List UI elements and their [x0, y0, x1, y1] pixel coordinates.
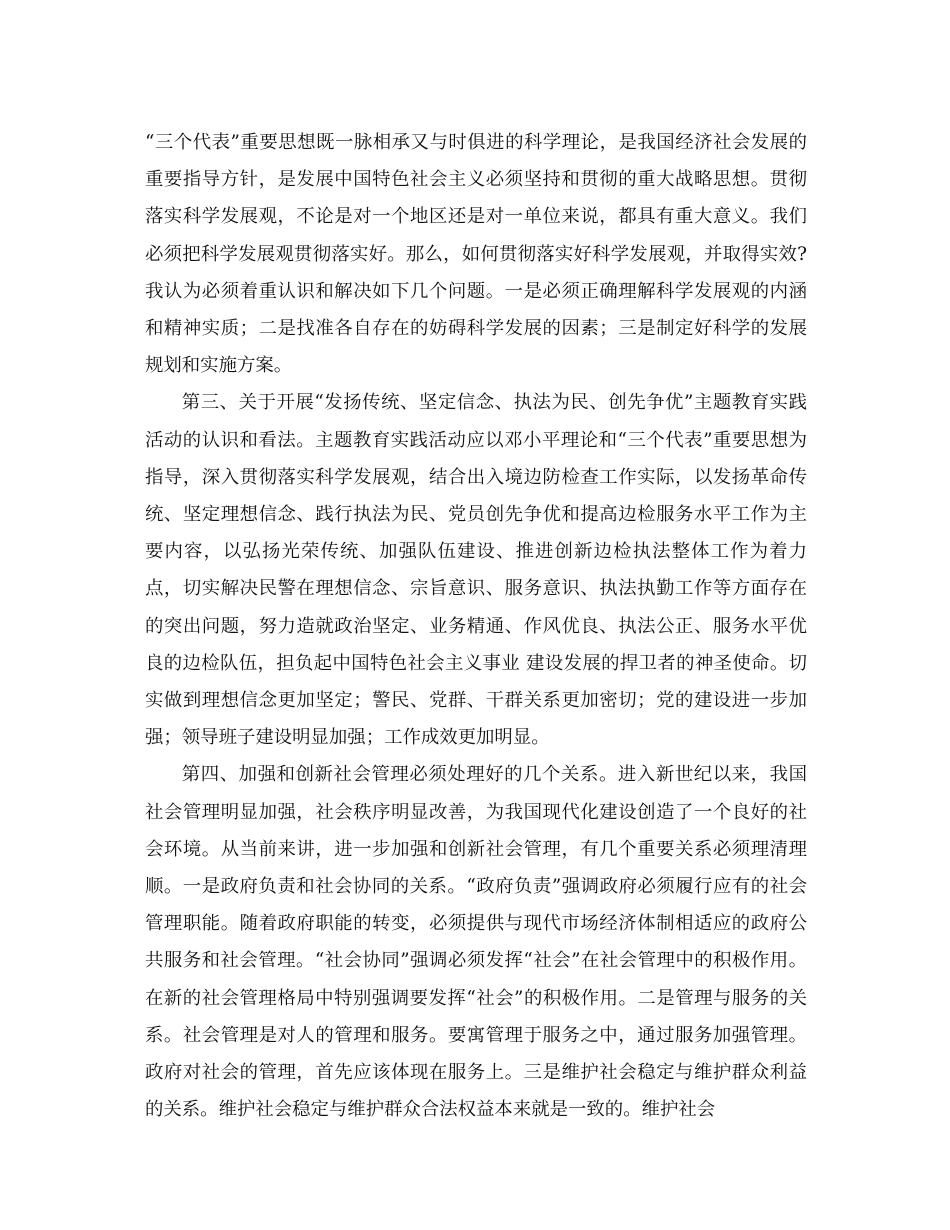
- paragraph-2: 第三、关于开展“发扬传统、坚定信念、执法为民、创先争优”主题教育实践活动的认识和看法。主题教育实践活动应以邓小平理论和“三个代表”重要思想为指导，深入贯彻落实科学发展观，结合出入境边防检查工作实际，以发扬革命传统、坚定理想信念、践行执法为民、党员创先争优和提高边检服务水平工作为主要内容，以弘扬光荣传统、加强队伍建设、推进创新边检执法整体工作为着力点，切实解决民警在理想信念、宗旨意识、服务意识、执法执勤工作等方面存在的突出问题，努力造就政治坚定、业务精通、作风优良、执法公正、服务水平优良的边检队伍，担负起中国特色社会主义事业 建设发展的捍卫者的神圣使命。切实做到理想信念更加坚定；警民、党群、干群关系更加密切；党的建设进一步加强；领导班子建设明显加强；工作成效更加明显。: [145, 392, 807, 749]
- paragraph-3: 第四、加强和创新社会管理必须处理好的几个关系。进入新世纪以来，我国社会管理明显加强，社会秩序明显改善，为我国现代化建设创造了一个良好的社会环境。从当前来讲，进一步加强和创新社会管理，有几个重要关系必须理清理顺。一是政府负责和社会协同的关系。“政府负责”强调政府必须履行应有的社会管理职能。随着政府职能的转变，必须提供与现代市场经济体制相适应的政府公共服务和社会管理。“社会协同”强调必须发挥“社会”在社会管理中的积极作用。在新的社会管理格局中特别强调要发挥“社会”的积极作用。二是管理与服务的关系。社会管理是对人的管理和服务。要寓管理于服务之中，通过服务加强管理。政府对社会的管理，首先应该体现在服务上。三是维护社会稳定与维护群众利益的关系。维护社会稳定与维护群众合法权益本来就是一致的。维护社会: [145, 764, 807, 1121]
- paragraph-1: “三个代表”重要思想既一脉相承又与时俱进的科学理论，是我国经济社会发展的重要指导方针，是发展中国特色社会主义必须坚持和贯彻的重大战略思想。贯彻落实科学发展观，不论是对一个地区还是对一单位来说，都具有重大意义。我们必须把科学发展观贯彻落实好。那么，如何贯彻落实好科学发展观，并取得实效?我认为必须着重认识和解决如下几个问题。一是必须正确理解科学发展观的内涵和精神实质；二是找准各自存在的妨碍科学发展的因素；三是制定好科学的发展规划和实施方案。: [145, 132, 807, 377]
- body-text: [145, 124, 807, 1128]
